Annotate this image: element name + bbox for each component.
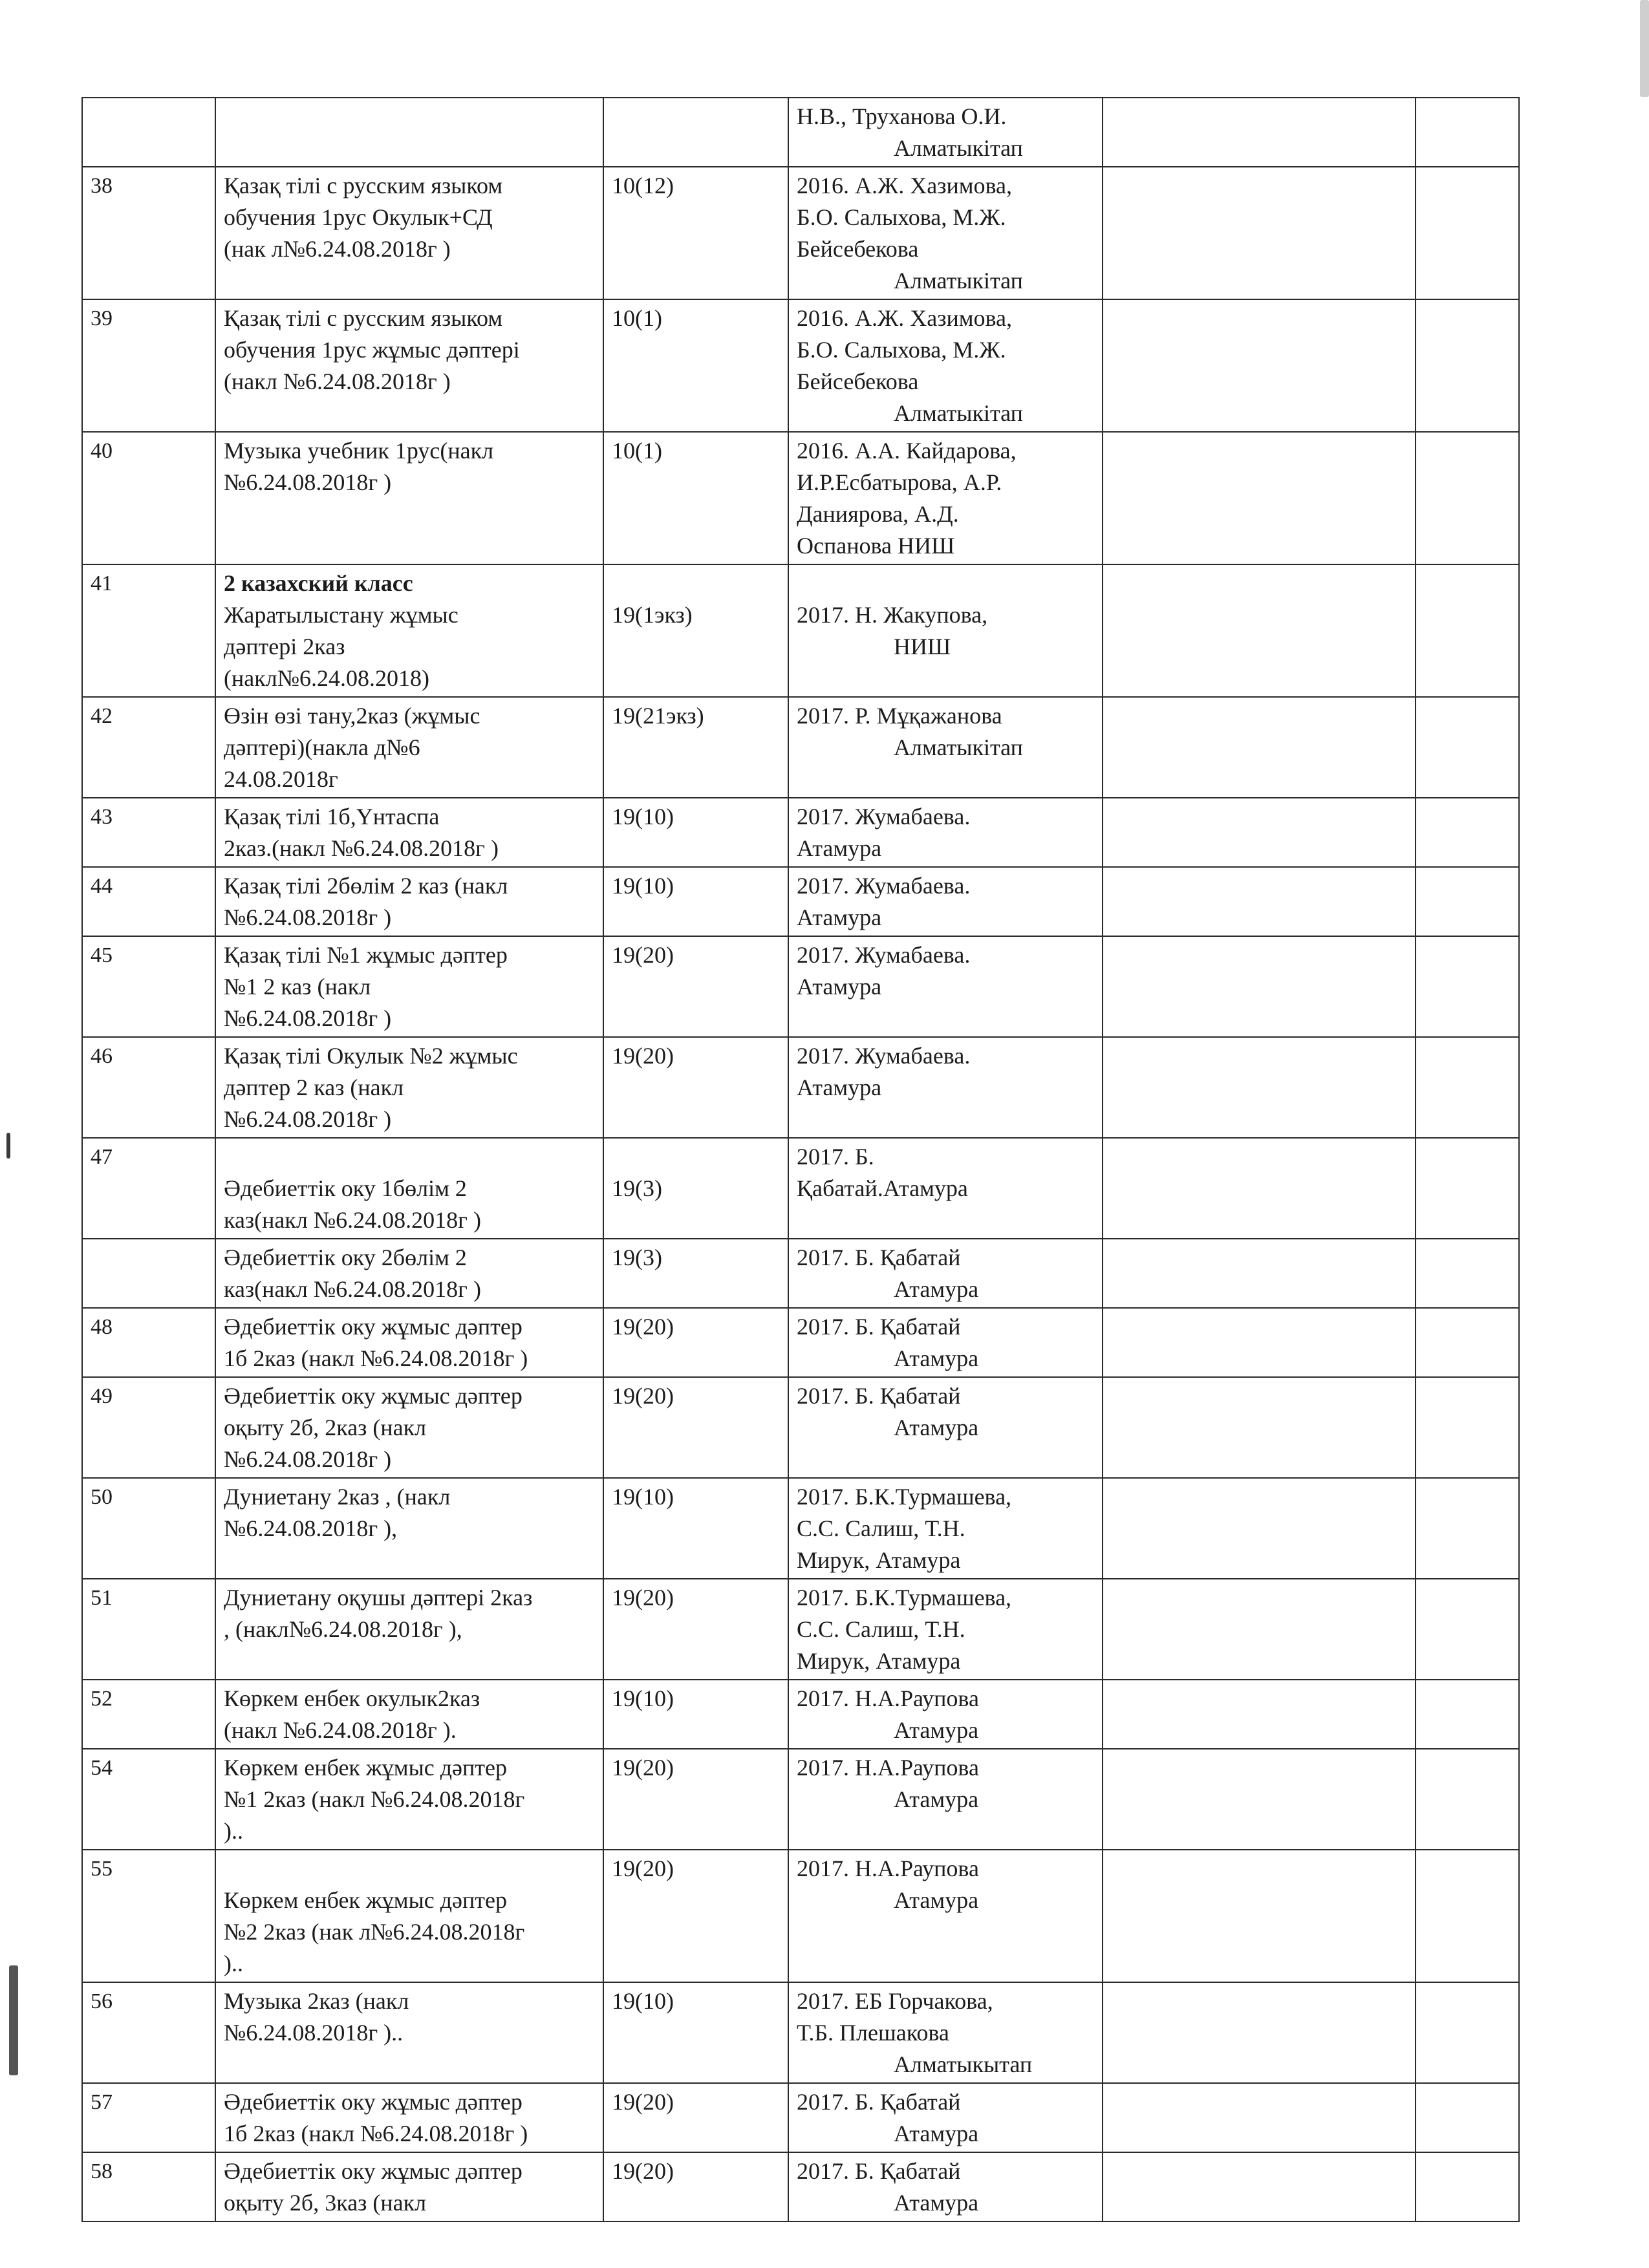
publisher-line: Алматыкітап <box>894 734 1023 760</box>
publisher-cell <box>788 167 1103 299</box>
quantity-value: 19(20) <box>612 1585 674 1610</box>
quantity-value: 19(3) <box>612 1245 662 1270</box>
table-row <box>82 1850 1519 1982</box>
publisher-line: Алматыкітап <box>894 400 1023 426</box>
quantity-cell <box>603 2083 788 2152</box>
title-line: №6.24.08.2018г ) <box>224 904 392 930</box>
table-row <box>82 1239 1519 1308</box>
quantity-value: 19(20) <box>612 2158 674 2184</box>
title-line: Қазақ тілі Окулык №2 жұмыс <box>224 1043 518 1069</box>
table-row <box>82 2083 1519 2152</box>
title-line: Әдебиеттік оку жұмыс дәптер <box>224 1314 523 1340</box>
table-row <box>82 936 1519 1037</box>
publisher-cell <box>788 1850 1103 1982</box>
empty-cell <box>1103 1982 1416 2083</box>
empty-cell <box>1103 98 1416 167</box>
empty-cell <box>1103 936 1416 1037</box>
title-cell <box>215 167 603 299</box>
table-row <box>82 1579 1519 1680</box>
title-line: Әдебиеттік оку 2бөлім 2 <box>224 1245 467 1270</box>
quantity-value: 10(1) <box>612 438 662 464</box>
title-cell <box>215 2152 603 2221</box>
table-row <box>82 1749 1519 1850</box>
quantity-value: 10(1) <box>612 305 662 331</box>
publisher-line: Бейсебекова <box>797 236 919 262</box>
publisher-cell <box>788 299 1103 432</box>
title-line: Қазақ тілі 2бөлім 2 каз (накл <box>224 873 508 899</box>
publisher-line: 2017. Б. Қабатай <box>797 2089 961 2115</box>
table-row <box>82 564 1519 697</box>
publisher-cell <box>788 2083 1103 2152</box>
title-line: Музыка учебник 1рус(накл <box>224 438 494 464</box>
publisher-line: Даниярова, А.Д. <box>797 501 959 527</box>
quantity-cell <box>603 798 788 867</box>
title-cell <box>215 1579 603 1680</box>
table-row <box>82 1308 1519 1377</box>
publisher-line: 2017. Жумабаева. <box>797 942 971 968</box>
empty-cell <box>1103 867 1416 936</box>
quantity-cell <box>603 936 788 1037</box>
title-line: Көркем енбек окулык2каз <box>224 1685 480 1711</box>
quantity-value: 19(1экз) <box>612 602 693 628</box>
quantity-value: 19(20) <box>612 2089 674 2115</box>
quantity-cell <box>603 1478 788 1579</box>
publisher-line: С.С. Салиш, Т.Н. <box>797 1515 965 1541</box>
title-line: ).. <box>224 1818 243 1844</box>
quantity-cell <box>603 1239 788 1308</box>
publisher-line: Мирук, Атамура <box>797 1648 961 1674</box>
quantity-cell <box>603 1377 788 1478</box>
publisher-line: 2017. Н.А.Раупова <box>797 1856 979 1881</box>
empty-cell <box>1103 1850 1416 1982</box>
empty-cell <box>1103 2152 1416 2221</box>
title-line: Музыка 2каз (накл <box>224 1988 409 2014</box>
empty-cell <box>1416 1749 1519 1850</box>
title-line: оқыту 2б, 2каз (накл <box>224 1415 427 1440</box>
title-cell <box>215 798 603 867</box>
title-line: №1 2каз (накл №6.24.08.2018г <box>224 1786 525 1812</box>
empty-cell <box>1416 1850 1519 1982</box>
empty-cell <box>1103 299 1416 432</box>
empty-cell <box>1103 1377 1416 1478</box>
publisher-line: Атамура <box>894 2121 979 2146</box>
table-row <box>82 98 1519 167</box>
empty-cell <box>1416 432 1519 564</box>
row-number-cell: 41 <box>82 564 215 697</box>
publisher-line: И.Р.Есбатырова, А.Р. <box>797 469 1002 495</box>
publisher-line: Алматыкітап <box>894 268 1023 294</box>
title-cell <box>215 432 603 564</box>
publisher-cell <box>788 1579 1103 1680</box>
title-cell <box>215 1308 603 1377</box>
quantity-cell <box>603 432 788 564</box>
table-row <box>82 167 1519 299</box>
publisher-cell <box>788 1982 1103 2083</box>
quantity-cell <box>603 867 788 936</box>
publisher-line: Алматыкітап <box>894 135 1023 161</box>
quantity-value: 19(10) <box>612 1685 674 1711</box>
row-number-cell: 57 <box>82 2083 215 2152</box>
publisher-line: 2017. Б.К.Турмашева, <box>797 1585 1012 1610</box>
empty-cell <box>1103 1579 1416 1680</box>
publisher-cell <box>788 1239 1103 1308</box>
publisher-line: 2017. Р. Мұқажанова <box>797 703 1002 729</box>
row-number-cell: 39 <box>82 299 215 432</box>
title-line: №6.24.08.2018г ).. <box>224 2020 404 2046</box>
quantity-value: 19(10) <box>612 873 674 899</box>
title-line: Әдебиеттік оку жұмыс дәптер <box>224 2158 523 2184</box>
title-line: №2 2каз (нак л№6.24.08.2018г <box>224 1919 525 1945</box>
publisher-cell <box>788 432 1103 564</box>
table-row <box>82 1982 1519 2083</box>
title-line: Көркем енбек жұмыс дәптер <box>224 1887 508 1913</box>
publisher-line: 2017. ЕБ Горчакова, <box>797 1988 993 2014</box>
publisher-line: Н.В., Труханова О.И. <box>797 103 1007 129</box>
publisher-line: Атамура <box>797 974 882 1000</box>
section-heading: 2 казахский класс <box>224 570 413 596</box>
row-number-cell: 42 <box>82 697 215 798</box>
quantity-cell <box>603 1579 788 1680</box>
publisher-line: Атамура <box>894 1276 979 1302</box>
title-line: каз(накл №6.24.08.2018г ) <box>224 1276 481 1302</box>
title-line: №1 2 каз (накл <box>224 974 371 1000</box>
publisher-line: 2017. Жумабаева. <box>797 1043 971 1069</box>
publisher-cell <box>788 798 1103 867</box>
empty-cell <box>1416 1138 1519 1239</box>
title-cell <box>215 697 603 798</box>
empty-cell <box>1103 1138 1416 1239</box>
publisher-line: 2017. Б. Қабатай <box>797 1245 961 1270</box>
row-number-cell: 38 <box>82 167 215 299</box>
row-number-cell: 47 <box>82 1138 215 1239</box>
quantity-cell <box>603 299 788 432</box>
publisher-line: 2017. Н.А.Раупова <box>797 1755 979 1781</box>
title-line: №6.24.08.2018г ) <box>224 1005 392 1031</box>
empty-cell <box>1416 1680 1519 1749</box>
quantity-value: 19(10) <box>612 804 674 829</box>
empty-cell <box>1416 98 1519 167</box>
empty-cell <box>1103 1680 1416 1749</box>
table-row <box>82 1680 1519 1749</box>
empty-cell <box>1416 1037 1519 1138</box>
quantity-value: 19(20) <box>612 942 674 968</box>
title-cell <box>215 2083 603 2152</box>
title-line: дәптері 2каз <box>224 634 345 659</box>
publisher-cell <box>788 2152 1103 2221</box>
row-number-cell: 54 <box>82 1749 215 1850</box>
row-number-cell: 48 <box>82 1308 215 1377</box>
publisher-line: Атамура <box>894 1887 979 1913</box>
title-cell <box>215 1850 603 1982</box>
title-line: (накл №6.24.08.2018г ) <box>224 369 451 394</box>
table-body <box>82 98 1519 2221</box>
publisher-line: 2017. Б. Қабатай <box>797 2158 961 2184</box>
title-cell <box>215 299 603 432</box>
row-number-cell: 45 <box>82 936 215 1037</box>
publisher-line: 2017. Н.А.Раупова <box>797 1685 979 1711</box>
publisher-line: 2017. Б. Қабатай <box>797 1383 961 1409</box>
empty-cell <box>1103 798 1416 867</box>
publisher-line: 2016. А.Ж. Хазимова, <box>797 305 1012 331</box>
title-line: Дуниетану 2каз , (накл <box>224 1484 451 1510</box>
quantity-value: 19(20) <box>612 1043 674 1069</box>
publisher-line: Атамура <box>894 1717 979 1743</box>
quantity-cell <box>603 1138 788 1239</box>
publisher-line: Бейсебекова <box>797 369 919 394</box>
quantity-value: 19(20) <box>612 1314 674 1340</box>
title-line: Әдебиеттік оку жұмыс дәптер <box>224 1383 523 1409</box>
publisher-cell <box>788 98 1103 167</box>
publisher-cell <box>788 1749 1103 1850</box>
empty-cell <box>1416 1982 1519 2083</box>
title-cell <box>215 1982 603 2083</box>
quantity-value: 19(21экз) <box>612 703 704 729</box>
title-cell <box>215 1377 603 1478</box>
publisher-line: Б.О. Салыхова, М.Ж. <box>797 204 1006 230</box>
publisher-line: Атамура <box>894 1415 979 1440</box>
publisher-cell <box>788 1138 1103 1239</box>
title-line: Қазақ тілі №1 жұмыс дәптер <box>224 942 508 968</box>
row-number-cell: 40 <box>82 432 215 564</box>
title-line: дәптері)(накла д№6 <box>224 734 420 760</box>
publisher-line: Атамура <box>797 904 882 930</box>
quantity-value: 10(12) <box>612 173 674 198</box>
row-number-cell: 44 <box>82 867 215 936</box>
empty-cell <box>1416 2152 1519 2221</box>
title-line: ).. <box>224 1951 243 1976</box>
quantity-cell <box>603 1850 788 1982</box>
title-line: Қазақ тілі 1б,Үнтаспа <box>224 804 440 829</box>
table-row <box>82 798 1519 867</box>
title-line: Дуниетану оқушы дәптері 2каз <box>224 1585 533 1610</box>
row-number-cell: 49 <box>82 1377 215 1478</box>
quantity-cell <box>603 697 788 798</box>
title-cell <box>215 867 603 936</box>
publisher-cell <box>788 1478 1103 1579</box>
publisher-line: 2016. А.А. Кайдарова, <box>797 438 1017 464</box>
title-cell <box>215 1138 603 1239</box>
quantity-cell <box>603 167 788 299</box>
quantity-cell <box>603 1680 788 1749</box>
publisher-line: Атамура <box>894 1345 979 1371</box>
quantity-value: 19(10) <box>612 1484 674 1510</box>
table-row <box>82 867 1519 936</box>
empty-cell <box>1103 1749 1416 1850</box>
quantity-cell <box>603 98 788 167</box>
publisher-line: Атамура <box>797 835 882 861</box>
title-line: 24.08.2018г <box>224 766 338 792</box>
empty-cell <box>1103 167 1416 299</box>
empty-cell <box>1103 697 1416 798</box>
publisher-line: Атамура <box>797 1075 882 1100</box>
empty-cell <box>1416 1308 1519 1377</box>
title-line: 1б 2каз (накл №6.24.08.2018г ) <box>224 2121 528 2146</box>
quantity-value: 19(20) <box>612 1383 674 1409</box>
title-line: Әдебиеттік оку 1бөлім 2 <box>224 1175 467 1201</box>
publisher-cell <box>788 867 1103 936</box>
publisher-cell <box>788 936 1103 1037</box>
title-line: Жаратылыстану жұмыс <box>224 602 458 628</box>
table-row <box>82 2152 1519 2221</box>
publisher-line: Атамура <box>894 2190 979 2216</box>
empty-cell <box>1416 1478 1519 1579</box>
row-number-cell: 46 <box>82 1037 215 1138</box>
quantity-cell <box>603 1749 788 1850</box>
title-line: дәптер 2 каз (накл <box>224 1075 404 1100</box>
scan-artifact-left-2 <box>9 1965 18 2075</box>
row-number-cell: 50 <box>82 1478 215 1579</box>
empty-cell <box>1416 697 1519 798</box>
empty-cell <box>1103 432 1416 564</box>
quantity-value: 19(3) <box>612 1175 662 1201</box>
quantity-value: 19(20) <box>612 1856 674 1881</box>
row-number-cell <box>82 98 215 167</box>
quantity-cell <box>603 1308 788 1377</box>
title-line: Қазақ тілі с русским языком <box>224 305 503 331</box>
row-number-cell: 52 <box>82 1680 215 1749</box>
publisher-line: Қабатай.Атамура <box>797 1175 968 1201</box>
publisher-line: 2016. А.Ж. Хазимова, <box>797 173 1012 198</box>
title-line: , (накл№6.24.08.2018г ), <box>224 1616 462 1642</box>
table-row <box>82 1037 1519 1138</box>
title-line: (накл №6.24.08.2018г ). <box>224 1717 457 1743</box>
publisher-line: НИШ <box>894 634 951 659</box>
empty-cell <box>1416 1377 1519 1478</box>
publisher-line: Б.О. Салыхова, М.Ж. <box>797 337 1006 363</box>
publisher-line: 2017. Б. Қабатай <box>797 1314 961 1340</box>
row-number-cell: 56 <box>82 1982 215 2083</box>
table-row <box>82 1377 1519 1478</box>
title-line: оқыту 2б, 3каз (накл <box>224 2190 427 2216</box>
title-line: обучения 1рус жұмыс дәптері <box>224 337 520 363</box>
empty-cell <box>1103 1308 1416 1377</box>
title-cell <box>215 1749 603 1850</box>
title-cell <box>215 1680 603 1749</box>
title-line: 2каз.(накл №6.24.08.2018г ) <box>224 835 499 861</box>
table-row <box>82 432 1519 564</box>
publisher-cell <box>788 1308 1103 1377</box>
title-line: (нак л№6.24.08.2018г ) <box>224 236 451 262</box>
quantity-value: 19(20) <box>612 1755 674 1781</box>
empty-cell <box>1416 167 1519 299</box>
publisher-line: Атамура <box>894 1786 979 1812</box>
publisher-line: 2017. Жумабаева. <box>797 804 971 829</box>
scan-artifact-left-1 <box>6 1133 10 1159</box>
title-line: №6.24.08.2018г ), <box>224 1515 398 1541</box>
row-number-cell: 51 <box>82 1579 215 1680</box>
title-line: 1б 2каз (накл №6.24.08.2018г ) <box>224 1345 528 1371</box>
scan-artifact-right <box>1640 0 1649 97</box>
quantity-value: 19(10) <box>612 1988 674 2014</box>
table-row <box>82 1478 1519 1579</box>
empty-cell <box>1416 1239 1519 1308</box>
empty-cell <box>1416 564 1519 697</box>
title-line: каз(накл №6.24.08.2018г ) <box>224 1207 481 1233</box>
publisher-line: Оспанова НИШ <box>797 533 955 559</box>
title-line: Әдебиеттік оку жұмыс дәптер <box>224 2089 523 2115</box>
empty-cell <box>1103 564 1416 697</box>
empty-cell <box>1103 1239 1416 1308</box>
publisher-cell <box>788 1680 1103 1749</box>
empty-cell <box>1416 867 1519 936</box>
title-line: №6.24.08.2018г ) <box>224 1106 392 1132</box>
title-line: Қазақ тілі с русским языком <box>224 173 503 198</box>
publisher-line: Т.Б. Плешакова <box>797 2020 949 2046</box>
title-cell <box>215 1037 603 1138</box>
empty-cell <box>1103 1037 1416 1138</box>
textbook-table <box>81 97 1520 2222</box>
row-number-cell: 43 <box>82 798 215 867</box>
quantity-cell <box>603 1982 788 2083</box>
quantity-cell <box>603 2152 788 2221</box>
publisher-line: 2017. Н. Жакупова, <box>797 602 988 628</box>
publisher-cell <box>788 1377 1103 1478</box>
title-cell <box>215 936 603 1037</box>
title-line: (накл№6.24.08.2018) <box>224 665 430 691</box>
quantity-cell <box>603 564 788 697</box>
title-line: обучения 1рус Окулык+СД <box>224 204 493 230</box>
quantity-cell <box>603 1037 788 1138</box>
empty-cell <box>1103 1478 1416 1579</box>
publisher-cell <box>788 697 1103 798</box>
publisher-line: 2017. Б.К.Турмашева, <box>797 1484 1012 1510</box>
table-row <box>82 299 1519 432</box>
table-row <box>82 1138 1519 1239</box>
empty-cell <box>1416 1579 1519 1680</box>
document-page <box>81 97 1518 2222</box>
publisher-line: 2017. Б. <box>797 1144 874 1170</box>
row-number-cell <box>82 1239 215 1308</box>
publisher-line: Алматыкытап <box>894 2051 1033 2077</box>
title-line: Өзін өзі тану,2каз (жұмыс <box>224 703 480 729</box>
title-cell <box>215 98 603 167</box>
empty-cell <box>1416 936 1519 1037</box>
publisher-line: 2017. Жумабаева. <box>797 873 971 899</box>
title-cell <box>215 564 603 697</box>
title-cell <box>215 1478 603 1579</box>
empty-cell <box>1416 798 1519 867</box>
title-cell <box>215 1239 603 1308</box>
title-line: Көркем енбек жұмыс дәптер <box>224 1755 508 1781</box>
empty-cell <box>1416 299 1519 432</box>
publisher-cell <box>788 1037 1103 1138</box>
publisher-cell <box>788 564 1103 697</box>
publisher-line: Мирук, Атамура <box>797 1547 961 1573</box>
row-number-cell: 58 <box>82 2152 215 2221</box>
title-line: №6.24.08.2018г ) <box>224 469 392 495</box>
row-number-cell: 55 <box>82 1850 215 1982</box>
table-row <box>82 697 1519 798</box>
publisher-line: С.С. Салиш, Т.Н. <box>797 1616 965 1642</box>
title-line: №6.24.08.2018г ) <box>224 1446 392 1472</box>
empty-cell <box>1103 2083 1416 2152</box>
empty-cell <box>1416 2083 1519 2152</box>
